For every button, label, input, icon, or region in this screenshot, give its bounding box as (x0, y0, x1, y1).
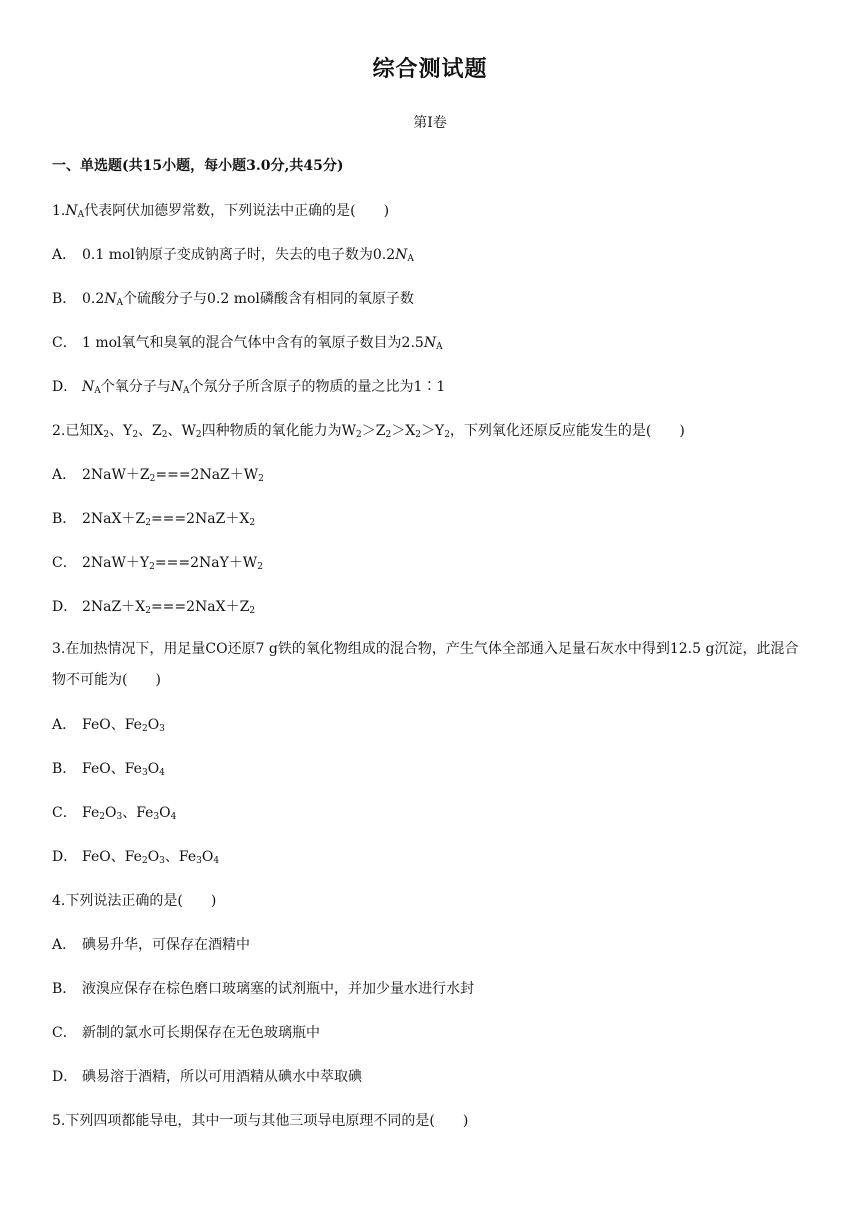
section-heading: 一、单选题(共15小题，每小题3.0分,共45分) (52, 158, 344, 174)
question-4-option-c: C． 新制的氯水可长期保存在无色玻璃瓶中 (52, 1025, 320, 1041)
question-2-option-b: B． $2NaX+Z_2===2NaZ+X_2$ (52, 511, 256, 528)
question-3-stem: 3.在加热情况下，用足量CO还原7 g铁的氧化物组成的混合物，产生气体全部通入足量石灰水中得到12.5 g沉淀，此混合物不可能为( ) (52, 641, 799, 688)
volume-label: 第Ⅰ卷 (413, 115, 447, 131)
question-3-option-d: D． FeO、$Fe_2O_3$、$Fe_3O_4$ (52, 849, 220, 866)
question-1-option-c: C． 1 mol氧气和臭氧的混合气体中含有的氧原子数目为$2.5N_A$ (52, 335, 443, 352)
question-4-option-a: A． 碘易升华，可保存在酒精中 (52, 937, 250, 953)
question-1-option-a: A． 0.1 mol钠原子变成钠离子时，失去的电子数为$0.2N_A$ (52, 247, 414, 264)
page-title: 综合测试题 (372, 57, 488, 82)
question-3-option-b: B． FeO、$Fe_3O_4$ (52, 761, 165, 778)
question-3-option-c: C． $Fe_2O_3$、$Fe_3O_4$ (52, 805, 177, 822)
question-3-option-a: A． FeO、$Fe_2O_3$ (52, 717, 165, 734)
question-2-stem: 2.已知$X_2$、$Y_2$、$Z_2$、$W_2$四种物质的氧化能力为$W_2>Z_2>X_2>Y_2$，下列氧化还原反应能发生的是( ) (52, 423, 685, 440)
question-2-option-d: D． $2NaZ+X_2===2NaX+Z_2$ (52, 599, 256, 616)
question-4-option-b: B． 液溴应保存在棕色磨口玻璃塞的试剂瓶中，并加少量水进行水封 (52, 981, 474, 997)
question-5-stem: 5.下列四项都能导电，其中一项与其他三项导电原理不同的是( ) (52, 1113, 469, 1129)
question-4-stem: 4.下列说法正确的是( ) (52, 893, 217, 909)
question-2-option-a: A． $2NaW+Z_2===2NaZ+W_2$ (52, 467, 264, 484)
question-1-stem: $1.N_A$代表阿伏加德罗常数，下列说法中正确的是( ) (52, 203, 390, 220)
question-1-option-b: B． $0.2N_A$个硫酸分子与0.2 mol磷酸含有相同的氧原子数 (52, 291, 414, 308)
question-4-option-d: D． 碘易溶于酒精，所以可用酒精从碘水中萃取碘 (52, 1069, 362, 1085)
question-1-option-d: D． $N_A$个氧分子与$N_A$个氖分子所含原子的物质的量之比为1∶1 (52, 379, 446, 396)
question-2-option-c: C． $2NaW+Y_2===2NaY+W_2$ (52, 555, 263, 572)
